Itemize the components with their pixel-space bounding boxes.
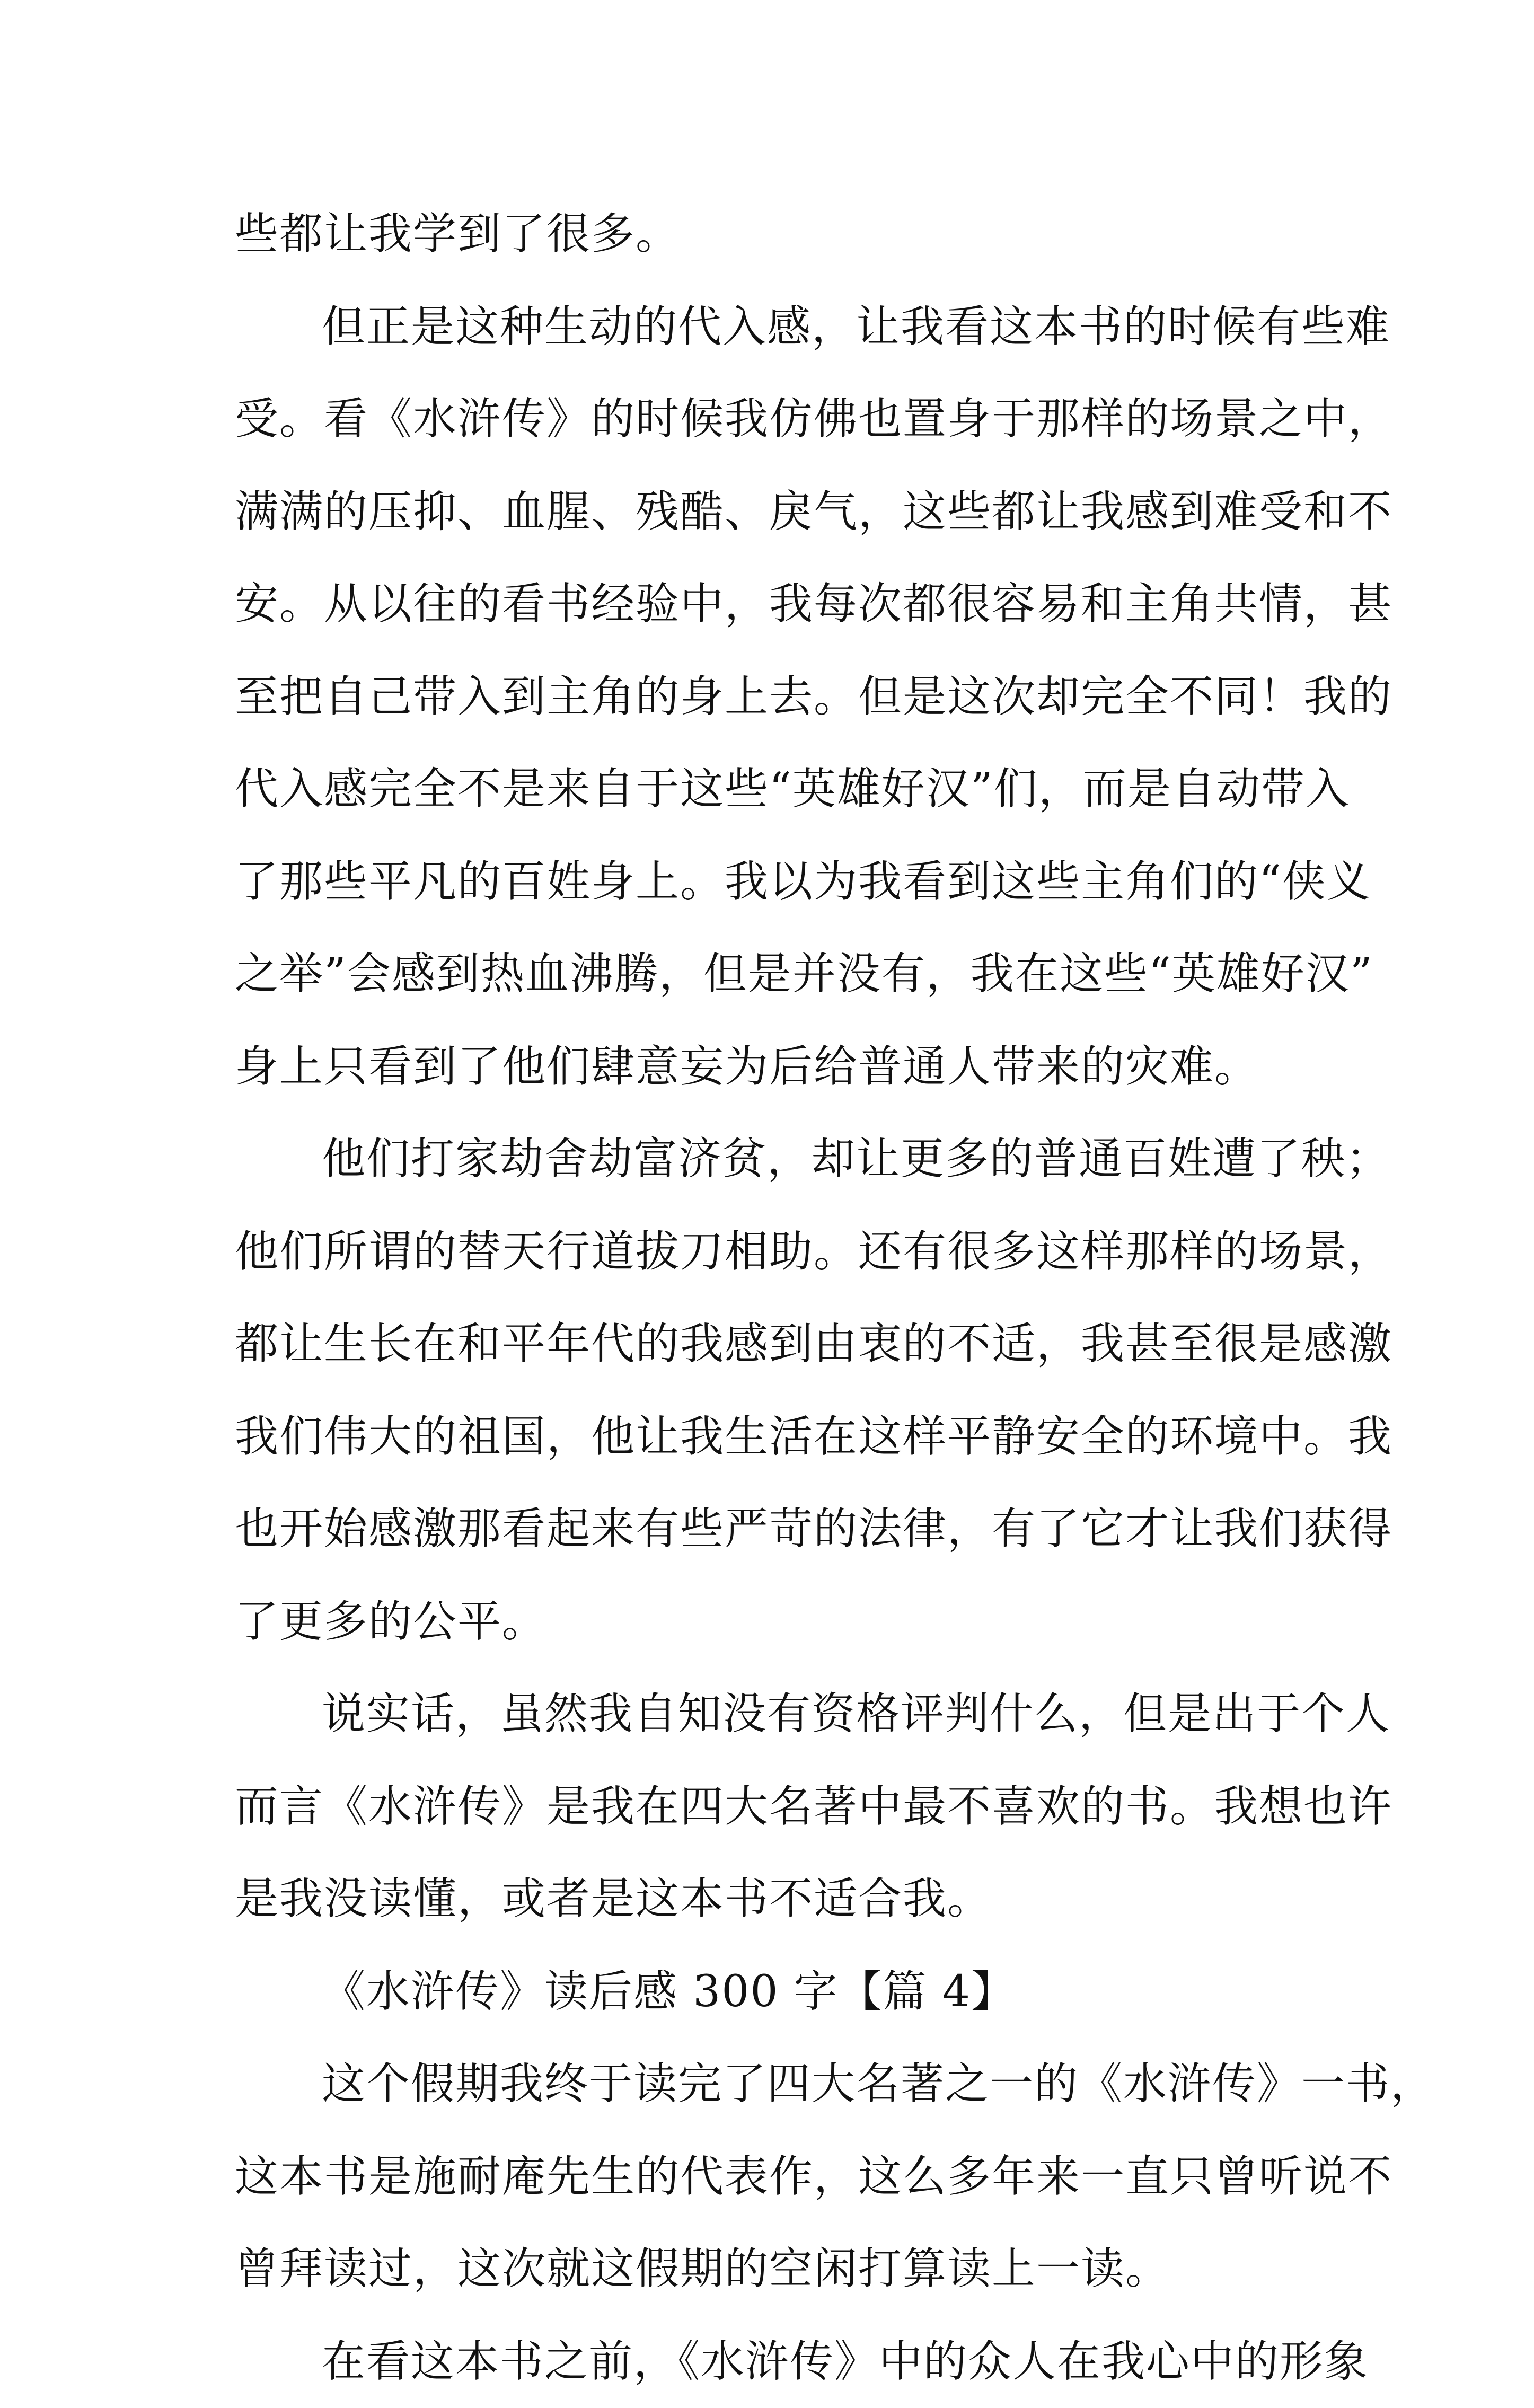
text-line: 至把自己带入到主角的身上去。但是这次却完全不同！我的 xyxy=(235,651,1316,744)
text-line: 安。从以往的看书经验中，我每次都很容易和主角共情，甚 xyxy=(235,558,1316,651)
text-line: 也开始感激那看起来有些严苛的法律，有了它才让我们获得 xyxy=(235,1483,1316,1576)
text-line: 这本书是施耐庵先生的代表作，这么多年来一直只曾听说不 xyxy=(235,2131,1316,2224)
paragraph-first-line: 他们打家劫舍劫富济贫，却让更多的普通百姓遭了秧； xyxy=(235,1113,1316,1206)
paragraph-first-line: 但正是这种生动的代入感，让我看这本书的时候有些难 xyxy=(235,281,1316,374)
text-line: 受。看《水浒传》的时候我仿佛也置身于那样的场景之中， xyxy=(235,373,1316,466)
text-line: 代入感完全不是来自于这些“英雄好汉”们，而是自动带入 xyxy=(235,743,1316,836)
document-body xyxy=(235,188,1316,2408)
paragraph-first-line: 说实话，虽然我自知没有资格评判什么，但是出于个人 xyxy=(235,1668,1316,1761)
text-line: 曾拜读过，这次就这假期的空闲打算读上一读。 xyxy=(235,2223,1316,2316)
text-line: 满满的压抑、血腥、残酷、戾气，这些都让我感到难受和不 xyxy=(235,466,1316,559)
paragraph-first-line: 在看这本书之前，《水浒传》中的众人在我心中的形象 xyxy=(235,2316,1316,2408)
text-line: 而言《水浒传》是我在四大名著中最不喜欢的书。我想也许 xyxy=(235,1761,1316,1854)
section-heading: 《水浒传》读后感 300 字【篇 4】 xyxy=(235,1946,1316,2039)
text-line: 了那些平凡的百姓身上。我以为我看到这些主角们的“侠义 xyxy=(235,836,1316,929)
text-line: 我们伟大的祖国，他让我生活在这样平静安全的环境中。我 xyxy=(235,1391,1316,1484)
text-line: 他们所谓的替天行道拔刀相助。还有很多这样那样的场景， xyxy=(235,1206,1316,1299)
text-line: 是我没读懂，或者是这本书不适合我。 xyxy=(235,1853,1316,1946)
paragraph-first-line: 这个假期我终于读完了四大名著之一的《水浒传》一书， xyxy=(235,2038,1316,2131)
text-line: 些都让我学到了很多。 xyxy=(235,188,1316,281)
text-line: 之举”会感到热血沸腾，但是并没有，我在这些“英雄好汉” xyxy=(235,928,1316,1021)
text-line: 了更多的公平。 xyxy=(235,1576,1316,1669)
text-line: 都让生长在和平年代的我感到由衷的不适，我甚至很是感激 xyxy=(235,1298,1316,1391)
text-line: 身上只看到了他们肆意妄为后给普通人带来的灾难。 xyxy=(235,1021,1316,1114)
